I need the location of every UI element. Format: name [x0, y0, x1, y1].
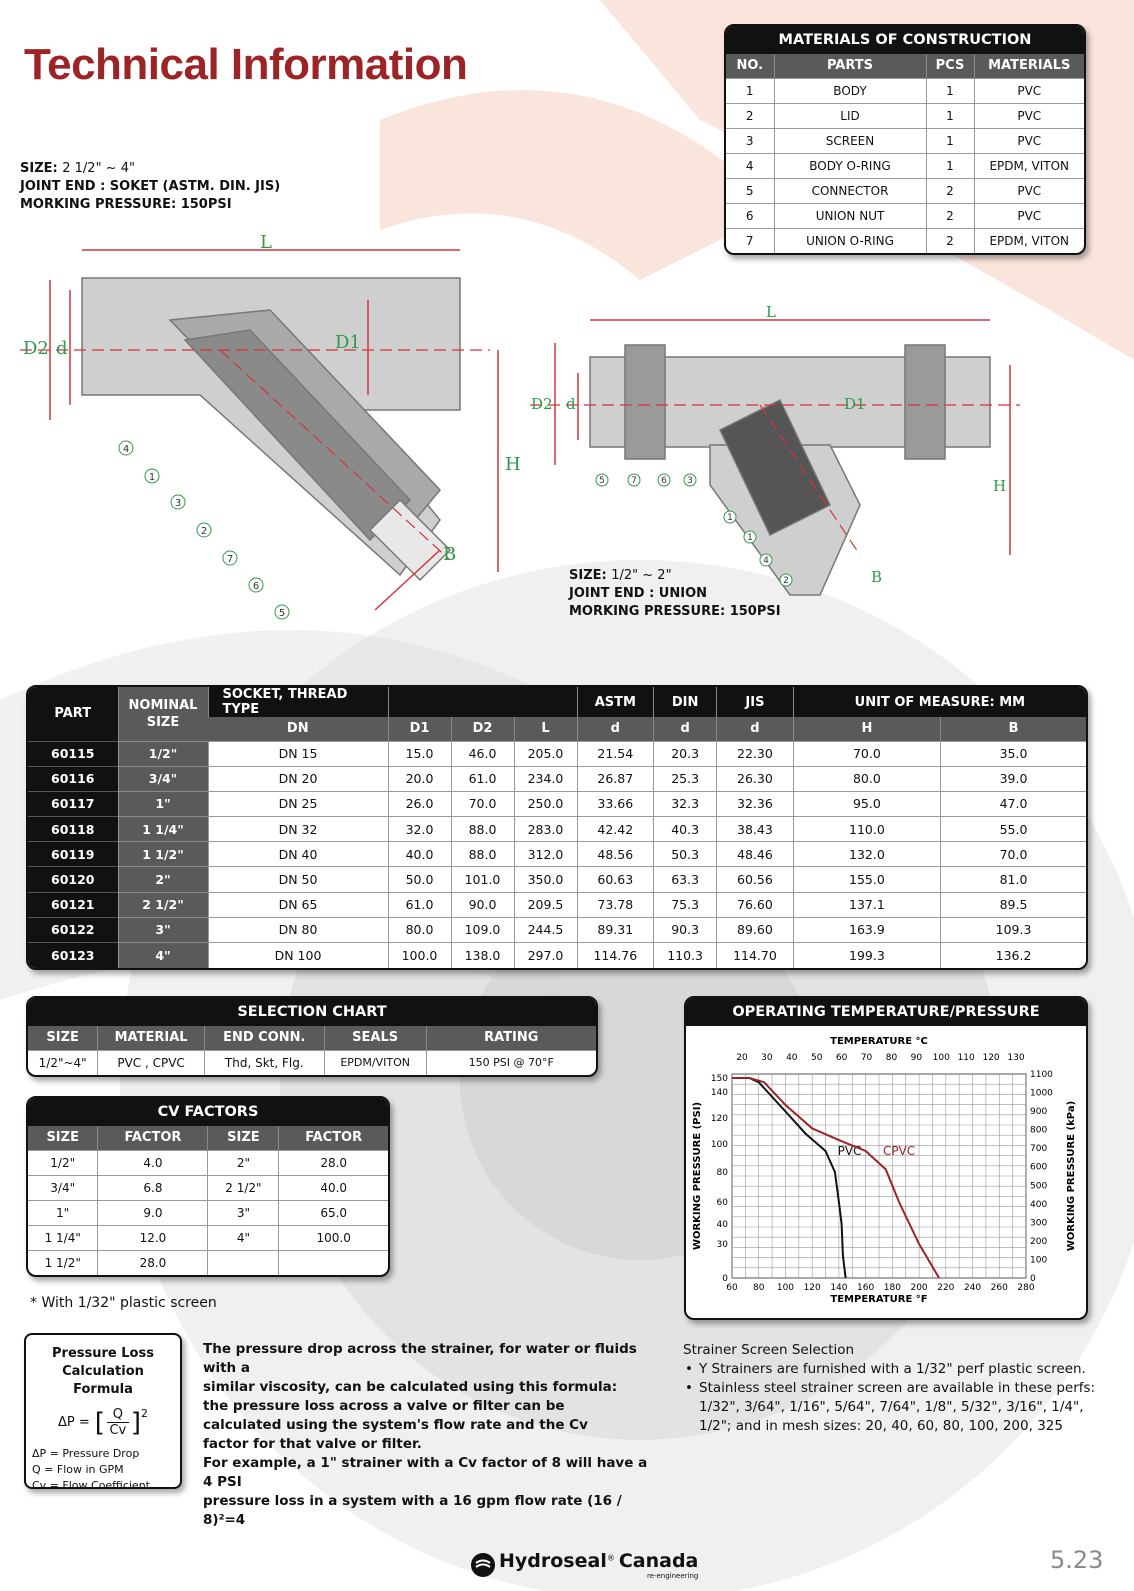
y2-tick-label: 700 — [1030, 1144, 1048, 1155]
th-cv-factor2: FACTOR — [279, 1126, 388, 1150]
table-row: 3 SCREEN 1 PVC — [726, 128, 1084, 153]
table-row: 7 UNION O-RING 2 EPDM, VITON — [726, 228, 1084, 253]
x-tick-label: 220 — [937, 1283, 955, 1293]
svg-text:2: 2 — [783, 576, 789, 586]
callout-5: 5 — [278, 608, 286, 619]
materials-title: MATERIALS OF CONSTRUCTION — [726, 26, 1084, 54]
table-row: 60122 3" DN 80 80.0 109.0 244.5 89.31 90.3 89.60 163.9 109.3 — [28, 917, 1086, 942]
top-tick-label: 50 — [811, 1053, 823, 1063]
table-row: 4 BODY O-RING 1 EPDM, VITON — [726, 153, 1084, 178]
y2-tick-label: 600 — [1030, 1162, 1048, 1173]
strainer-screen-selection — [683, 1341, 1103, 1436]
spec-pressure: MORKING PRESSURE: 150PSI — [20, 197, 232, 212]
y-tick-label: 40 — [716, 1220, 728, 1230]
y2-tick-label: 900 — [1030, 1107, 1048, 1118]
x-tick-label: 260 — [990, 1283, 1008, 1293]
top-tick-label: 80 — [885, 1053, 898, 1063]
x-axis-label: TEMPERATURE °F — [830, 1294, 928, 1305]
brand-logo: Hydroseal® Canada re-engineering — [470, 1550, 698, 1580]
cv-footnote: * With 1/32" plastic screen — [30, 1295, 217, 1311]
cv-title: CV FACTORS — [28, 1098, 388, 1126]
spec-right-joint: JOINT END : UNION — [569, 586, 708, 601]
top-tick-label: 60 — [835, 1053, 848, 1063]
label-H-right: H — [993, 477, 1007, 495]
table-row: 60115 1/2" DN 15 15.0 46.0 205.0 21.54 20.3 22.30 70.0 35.0 — [28, 741, 1086, 766]
selection-panel — [26, 996, 598, 1077]
y2-tick-label: 100 — [1030, 1255, 1048, 1266]
th-jis: JIS — [717, 687, 794, 717]
label-D2-right: D2 — [531, 395, 553, 413]
selection-table — [28, 1026, 596, 1075]
spec-right — [569, 567, 781, 621]
x-tick-label: 160 — [857, 1283, 875, 1293]
strainer-title: Strainer Screen Selection — [683, 1342, 855, 1358]
label-D1-right: D1 — [844, 395, 866, 413]
top-tick-label: 100 — [932, 1053, 950, 1063]
th-pcs: PCS — [926, 54, 974, 78]
table-row: 60118 1 1/4" DN 32 32.0 88.0 283.0 42.42 40.3 38.43 110.0 55.0 — [28, 817, 1086, 842]
th-dn: DN — [208, 717, 388, 741]
chart-title: OPERATING TEMPERATURE/PRESSURE — [686, 998, 1086, 1026]
x-tick-label: 180 — [883, 1283, 901, 1293]
list-item: • Y Strainers are furnished with a 1/32" perf plastic screen. — [683, 1360, 1103, 1379]
th-cv-size2: SIZE — [208, 1126, 279, 1150]
x-tick-label: 100 — [776, 1283, 795, 1293]
brand-name: Hydroseal — [499, 1550, 607, 1572]
x-tick-label: 140 — [830, 1283, 848, 1293]
label-L: L — [260, 232, 272, 253]
callout-7: 7 — [226, 554, 234, 565]
table-row: 6 UNION NUT 2 PVC — [726, 203, 1084, 228]
top-tick-label: 130 — [1007, 1053, 1025, 1063]
th-parts: PARTS — [774, 54, 926, 78]
y2-tick-label: 500 — [1030, 1181, 1048, 1192]
svg-text:4: 4 — [763, 556, 769, 566]
callout-2: 2 — [200, 526, 208, 537]
th-l: L — [514, 717, 577, 741]
top-tick-label: 70 — [860, 1053, 873, 1063]
th-no: NO. — [726, 54, 774, 78]
th-b: B — [941, 717, 1086, 741]
table-row: 3/4" 6.8 2 1/2" 40.0 — [28, 1175, 388, 1200]
strainer-drawing-large — [20, 230, 530, 630]
pressure-temperature-chart — [686, 1026, 1086, 1318]
spec-joint: JOINT END : SOKET (ASTM. DIN. JIS) — [20, 179, 281, 194]
y-tick-label: 80 — [716, 1168, 728, 1178]
table-row: 60121 2 1/2" DN 65 61.0 90.0 209.5 73.78 75.3 76.60 137.1 89.5 — [28, 892, 1086, 917]
table-row: 60123 4" DN 100 100.0 138.0 297.0 114.76 110.3 114.70 199.3 136.2 — [28, 943, 1086, 968]
top-tick-label: 110 — [957, 1053, 975, 1063]
callout-6: 6 — [252, 581, 260, 592]
formula-numerator: Q — [112, 1407, 123, 1422]
th-part: PART — [28, 687, 118, 741]
cv-panel — [26, 1096, 390, 1277]
svg-text:1: 1 — [727, 513, 733, 523]
y-tick-label: 0 — [722, 1274, 728, 1284]
materials-panel — [724, 24, 1086, 255]
x-tick-label: 200 — [910, 1283, 928, 1293]
top-axis-label: TEMPERATURE °C — [830, 1036, 928, 1047]
formula-exponent: 2 — [141, 1407, 149, 1420]
y2-tick-label: 300 — [1030, 1218, 1048, 1229]
dimensions-panel — [26, 685, 1088, 970]
svg-text:1: 1 — [747, 533, 753, 543]
series-label-cpvc: CPVC — [882, 1144, 916, 1159]
table-row: 60116 3/4" DN 20 20.0 61.0 234.0 26.87 25.3 26.30 80.0 39.0 — [28, 766, 1086, 791]
table-row: 1/2" 4.0 2" 28.0 — [28, 1150, 388, 1175]
table-row: 1 BODY 1 PVC — [726, 78, 1084, 103]
svg-text:3: 3 — [687, 476, 693, 486]
th-sel-seals: SEALS — [324, 1026, 426, 1050]
hydroseal-logo-icon — [470, 1552, 496, 1578]
top-tick-label: 120 — [982, 1053, 1000, 1063]
list-item: • Stainless steel strainer screen are available in these perfs: 1/32", 3/64", 1/16", 5/64", 7/64", 1/8", 5/32", 3/16", 1/4", 1/2"; and in mesh sizes: 20, 40, 60, 80, 100, 200, 325 — [683, 1379, 1103, 1436]
pressure-formula-box — [24, 1333, 182, 1492]
table-row: 1 1/4" 12.0 4" 100.0 — [28, 1225, 388, 1250]
x-tick-label: 80 — [753, 1283, 765, 1293]
spec-right-size-value: 1/2" ~ 2" — [611, 568, 672, 583]
x-tick-label: 60 — [726, 1283, 738, 1293]
table-row: 2 LID 1 PVC — [726, 103, 1084, 128]
top-tick-label: 40 — [786, 1053, 798, 1063]
spec-left — [20, 160, 280, 214]
label-D1: D1 — [335, 332, 361, 353]
table-row: 60120 2" DN 50 50.0 101.0 350.0 60.63 63.3 60.56 155.0 81.0 — [28, 867, 1086, 892]
formula: ΔP = [ Q Cv ] $^2$ — [57, 1407, 149, 1438]
spec-right-pressure: MORKING PRESSURE: 150PSI — [569, 604, 781, 619]
th-h: H — [793, 717, 940, 741]
th-d-din: d — [654, 717, 717, 741]
table-row: 1" 9.0 3" 65.0 — [28, 1200, 388, 1225]
th-sel-end: END CONN. — [204, 1026, 324, 1050]
brand-tagline: re-engineering — [646, 1572, 699, 1580]
label-D2: D2 — [23, 338, 49, 359]
spec-size-value: 2 1/2" ~ 4" — [62, 161, 135, 176]
th-din: DIN — [654, 687, 717, 717]
spec-size-label: SIZE: — [20, 161, 58, 176]
table-row: 60117 1" DN 25 26.0 70.0 250.0 33.66 32.3 32.36 95.0 47.0 — [28, 791, 1086, 816]
callout-3: 3 — [174, 498, 182, 509]
y2-tick-label: 1000 — [1030, 1088, 1053, 1099]
th-d2: D2 — [451, 717, 514, 741]
label-L-right: L — [766, 305, 776, 321]
table-row: 1/2"~4" PVC , CPVC Thd, Skt, Flg. EPDM/VITON 150 PSI @ 70°F — [28, 1050, 596, 1075]
label-d-right: d — [566, 395, 576, 413]
y-axis-label: WORKING PRESSURE (PSI) — [692, 1101, 703, 1251]
pressure-explanation: The pressure drop across the strainer, for water or fluids with a similar viscosity, can be calculated using this formula: the pressure loss across a valve or filter can be calculated using the system's flow rate and the Cv factor for that valve or filter. For example, a 1" strainer with a Cv factor of 8 will have a 4 PSI pressure loss in a system with a 16 gpm flow rate (16 / 8)²=4 — [203, 1341, 648, 1528]
th-cv-size: SIZE — [28, 1126, 98, 1150]
th-cv-factor: FACTOR — [98, 1126, 208, 1150]
formula-title: Pressure Loss Calculation Formula — [52, 1346, 154, 1397]
y-tick-label: 140 — [710, 1088, 728, 1098]
table-row: 5 CONNECTOR 2 PVC — [726, 178, 1084, 203]
top-tick-label: 20 — [736, 1053, 748, 1063]
x-tick-label: 240 — [963, 1283, 982, 1293]
y-tick-label: 30 — [716, 1240, 728, 1250]
callout-4: 4 — [122, 444, 130, 455]
th-d1: D1 — [388, 717, 451, 741]
svg-text:6: 6 — [661, 476, 667, 486]
label-B-right: B — [871, 568, 883, 586]
th-sel-rating: RATING — [426, 1026, 596, 1050]
formula-legend: ΔP = Pressure Drop Q = Flow in GPM Cv = Flow Coefficient — [32, 1447, 150, 1492]
y2-axis-label: WORKING PRESSURE (kPa) — [1066, 1100, 1077, 1252]
th-sel-material: MATERIAL — [98, 1026, 204, 1050]
th-socket: SOCKET, THREAD TYPE — [208, 687, 388, 717]
y2-tick-label: 1100 — [1030, 1070, 1053, 1080]
cv-table — [28, 1126, 388, 1275]
page-number: 5.23 — [1050, 1546, 1104, 1574]
y2-tick-label: 200 — [1030, 1236, 1048, 1247]
label-B: B — [443, 544, 457, 565]
table-row: 60119 1 1/2" DN 40 40.0 88.0 312.0 48.56 50.3 48.46 132.0 70.0 — [28, 842, 1086, 867]
y-tick-label: 60 — [716, 1198, 728, 1208]
series-label-pvc: PVC — [837, 1144, 862, 1159]
chart-panel — [684, 996, 1088, 1320]
dimensions-table — [28, 687, 1086, 968]
spec-right-size-label: SIZE: — [569, 568, 607, 583]
top-tick-label: 30 — [761, 1053, 773, 1063]
table-row: 1 1/2" 28.0 — [28, 1250, 388, 1275]
x-tick-label: 120 — [803, 1283, 821, 1293]
y-tick-label: 150 — [710, 1074, 728, 1084]
y-tick-label: 120 — [710, 1114, 728, 1124]
formula-lhs: ΔP = — [57, 1415, 90, 1430]
label-d: d — [56, 338, 68, 359]
materials-table — [726, 54, 1084, 253]
y2-tick-label: 400 — [1030, 1199, 1048, 1210]
y2-tick-label: 800 — [1030, 1125, 1048, 1136]
y-tick-label: 100 — [710, 1140, 728, 1150]
th-astm: ASTM — [577, 687, 654, 717]
th-materials: MATERIALS — [974, 54, 1084, 78]
strainer-drawing-union — [530, 305, 1030, 605]
top-tick-label: 90 — [910, 1053, 923, 1063]
th-nominal: NOMINAL SIZE — [118, 687, 208, 741]
formula-denominator: Cv — [109, 1423, 127, 1438]
y2-tick-label: 0 — [1030, 1274, 1036, 1284]
svg-text:5: 5 — [599, 476, 605, 486]
label-H: H — [505, 454, 521, 475]
th-d-jis: d — [717, 717, 794, 741]
callout-1: 1 — [148, 472, 156, 483]
svg-text:7: 7 — [631, 476, 637, 486]
th-sel-size: SIZE — [28, 1026, 98, 1050]
selection-title: SELECTION CHART — [28, 998, 596, 1026]
page-title: Technical Information — [24, 40, 468, 89]
th-d-astm: d — [577, 717, 654, 741]
th-unit: UNIT OF MEASURE: MM — [793, 687, 1086, 717]
brand-suffix: Canada — [618, 1550, 699, 1572]
x-tick-label: 280 — [1017, 1283, 1035, 1293]
